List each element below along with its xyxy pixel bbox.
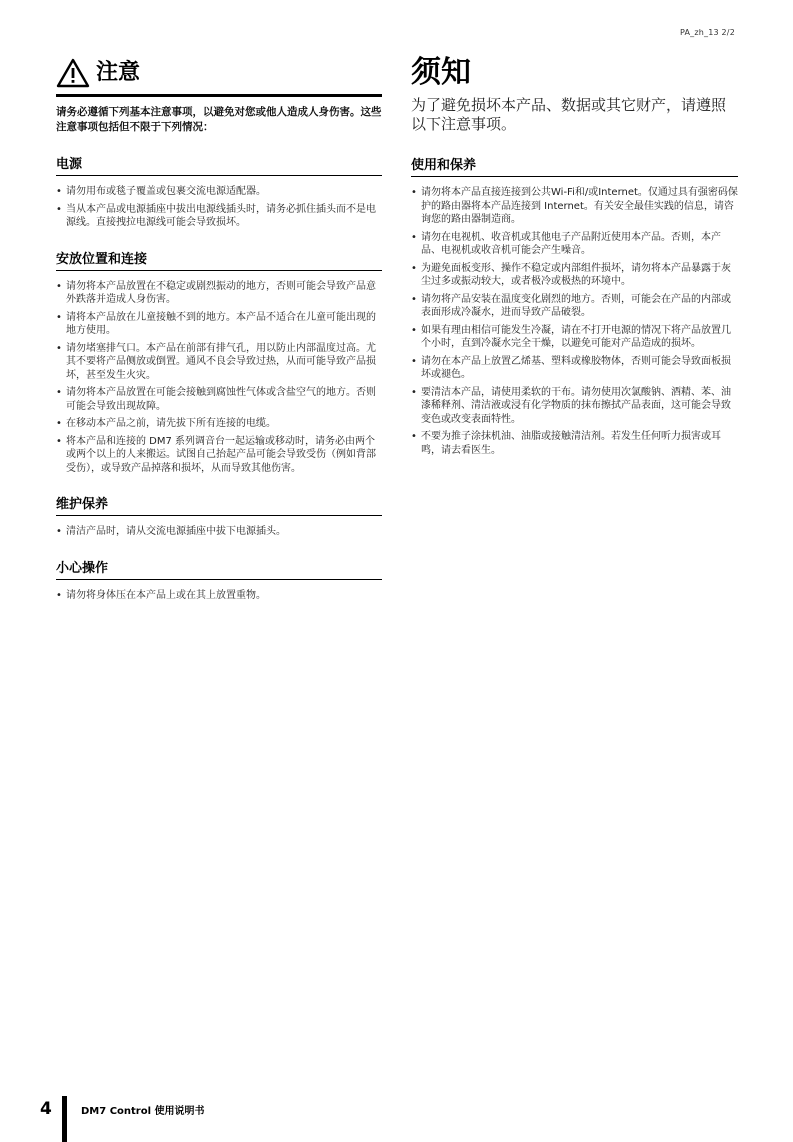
list-item: • 请勿堵塞排气口。本产品在前部有排气孔，用以防止内部温度过高。尤其不要将产品侧放或倒置。通风不良会导致过热，从而可能导致产品损坏，甚至发生火灾。 (56, 342, 382, 383)
list-item: • 请勿将产品安装在温度变化剧烈的地方。否则，可能会在产品的内部或表面形成冷凝水，进而导致产品破裂。 (411, 293, 738, 320)
list-item: • 请将本产品放在儿童接触不到的地方。本产品不适合在儿童可能出现的地方使用。 (56, 311, 382, 338)
list-item: • 将本产品和连接的 DM7 系列调音台一起运输或移动时，请务必由两个或两个以上的人来搬运。试图自己抬起产品可能会导致受伤（例如背部受伤），或导致产品掉落和损坏，从而导致其他伤害。 (56, 435, 382, 476)
section-title: 小心操作 (56, 557, 382, 580)
manual-title: DM7 Control 使用说明书 (81, 1105, 205, 1117)
list-item: • 要清洁本产品，请使用柔软的干布。请勿使用次氯酸钠、酒精、苯、油漆稀释剂、清洁液或浸有化学物质的抹布擦拭产品表面，这可能会导致变色或改变表面特性。 (411, 386, 738, 427)
list-item: • 请勿将身体压在本产品上或在其上放置重物。 (56, 589, 382, 603)
document-code: PA_zh_13 2/2 (679, 28, 735, 37)
list-item: • 请勿在电视机、收音机或其他电子产品附近使用本产品。否则，本产品、电视机或收音机可能会产生噪音。 (411, 231, 738, 258)
list-item: • 清洁产品时，请从交流电源插座中拔下电源插头。 (56, 525, 382, 539)
list-item: • 请勿在本产品上放置乙烯基、塑料或橡胶物体，否则可能会导致面板损坏或褪色。 (411, 355, 738, 382)
warning-triangle-icon (56, 58, 90, 88)
caution-column (56, 58, 382, 606)
bullet-list (56, 280, 382, 476)
page-number: 4 (40, 1099, 52, 1119)
list-item: • 为避免面板变形、操作不稳定或内部组件损坏，请勿将本产品暴露于灰尘过多或振动较大，或者极冷或极热的环境中。 (411, 262, 738, 289)
caution-intro: 请务必遵循下列基本注意事项，以避免对您或他人造成人身伤害。这些注意事项包括但不限于下列情况： (56, 106, 382, 133)
list-item: • 请勿用布或毯子覆盖或包裹交流电源适配器。 (56, 185, 382, 199)
notice-title: 须知 (411, 55, 471, 90)
notice-intro: 为了避免损坏本产品、数据或其它财产，请遵照以下注意事项。 (411, 96, 727, 133)
section-use-care (411, 154, 738, 457)
section-title: 使用和保养 (411, 154, 738, 177)
section-title: 安放位置和连接 (56, 248, 382, 271)
section-location-connection (56, 248, 382, 476)
section-title: 维护保养 (56, 493, 382, 516)
list-item: • 当从本产品或电源插座中拔出电源线插头时，请务必抓住插头而不是电源线。直接拽拉电源线可能会导致损坏。 (56, 203, 382, 230)
list-item: • 请勿将本产品放置在可能会接触到腐蚀性气体或含盐空气的地方。否则可能会导致出现故障。 (56, 386, 382, 413)
section-maintenance (56, 493, 382, 539)
bullet-list (56, 525, 382, 539)
list-item: • 请勿将本产品直接连接到公共Wi-Fi和/或Internet。仅通过具有强密码保护的路由器将本产品连接到 Internet。有关安全最佳实践的信息，请咨询您的路由器制造商。 (411, 186, 738, 227)
bullet-list (411, 186, 738, 457)
section-power (56, 153, 382, 230)
section-title: 电源 (56, 153, 382, 176)
list-item: • 如果有理由相信可能发生冷凝，请在不打开电源的情况下将产品放置几个小时，直到冷凝水完全干燥，以避免可能对产品造成的损坏。 (411, 324, 738, 351)
section-handling (56, 557, 382, 603)
bullet-list (56, 185, 382, 230)
caution-header (56, 58, 382, 97)
list-item: • 不要为推子涂抹机油、油脂或接触清洁剂。若发生任何听力损害或耳鸣，请去看医生。 (411, 430, 738, 457)
notice-column (411, 55, 738, 461)
page-footer (40, 1076, 205, 1142)
list-item: • 请勿将本产品放置在不稳定或剧烈振动的地方，否则可能会导致产品意外跌落并造成人身伤害。 (56, 280, 382, 307)
bullet-list (56, 589, 382, 603)
caution-title: 注意 (96, 60, 141, 85)
list-item: • 在移动本产品之前，请先拔下所有连接的电缆。 (56, 417, 382, 431)
footer-divider (62, 1096, 67, 1142)
